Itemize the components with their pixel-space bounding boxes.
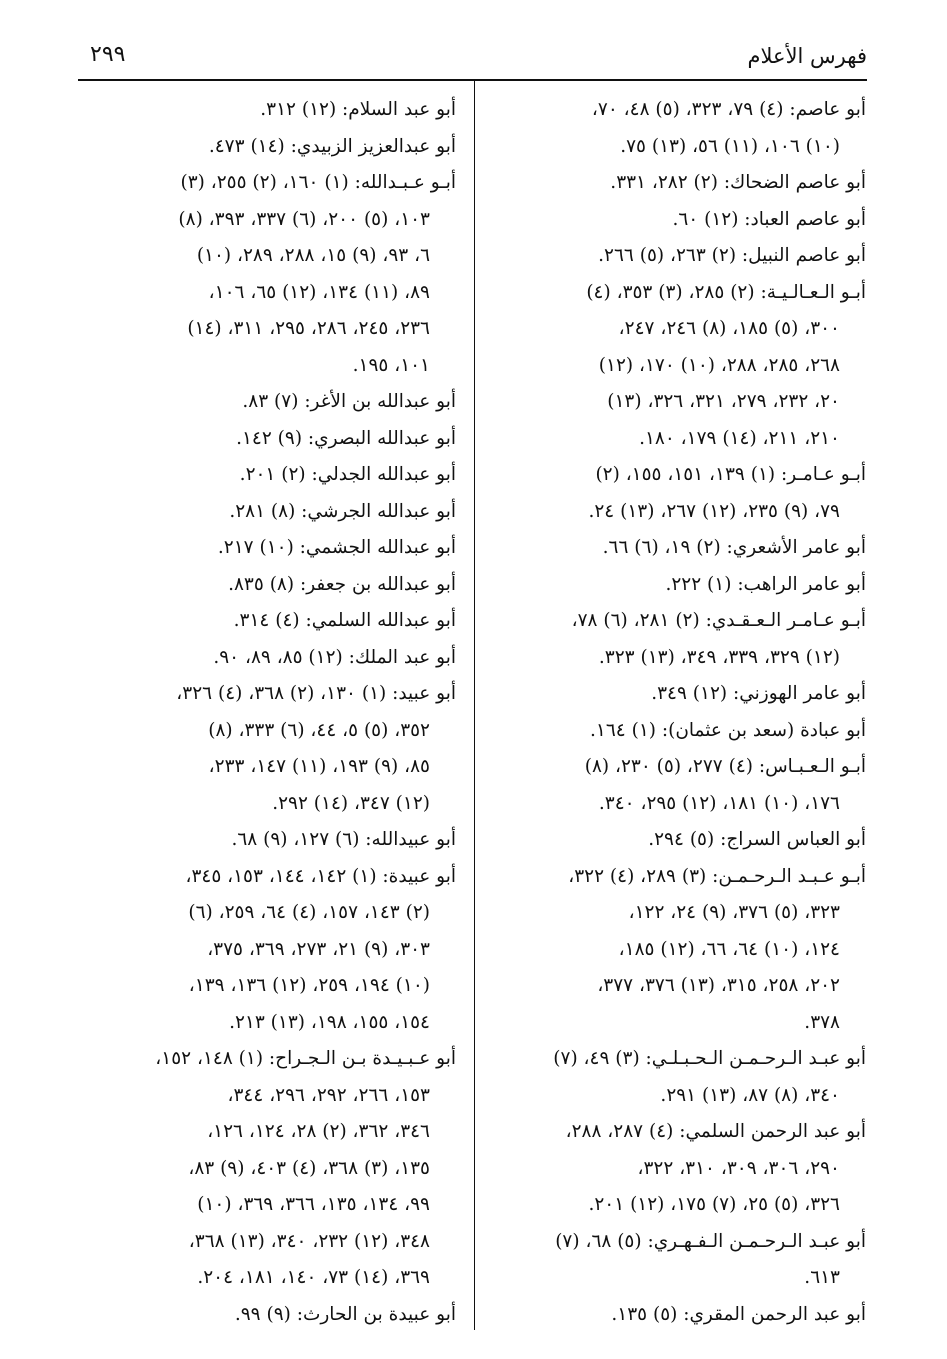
entry-continuation-line: ٦، ٩٣، (٩) ١٥، ٢٨٨، ٢٨٩، (١٠): [196, 245, 430, 266]
entry-heading-line: أبـو الـعـالـيـة: (٢) ٢٨٥، (٣) ٣٥٣، (٤): [586, 281, 866, 303]
entry-continuation-line: ١٧٦، (١٠) ١٨١، (١٢) ٢٩٥، ٣٤٠.: [598, 792, 840, 814]
index-entry: [82, 92, 456, 129]
entry-continuation-line: ١٣٥، (٣) ٣٦٨، (٤) ٤٠٣، (٩) ٨٣،: [188, 1157, 430, 1179]
index-entry: [486, 749, 866, 822]
entry-heading-line: أبـو عـبـد الـرحـمـن: (٣) ٢٨٩، (٤) ٣٢٢،: [568, 865, 866, 887]
entry-continuation-line: ٢٠٢، ٢٥٨، ٣١٥، (١٣) ٣٧٦، ٣٧٧،: [597, 975, 840, 996]
entry-heading-line: أبو عبدالله الجرشي: (٨) ٢٨١.: [229, 500, 456, 522]
index-entry: [486, 275, 866, 458]
entry-heading-line: أبو عبدالله البصري: (٩) ١٤٢.: [236, 427, 456, 449]
entry-continuation-line: ٢٩٠، ٣٠٦، ٣٠٩، ٣١٠، ٣٢٢،: [637, 1157, 840, 1179]
entry-continuation-line: ٧٩، (٩) ٢٣٥، (١٢) ٢٦٧، (١٣) ٢٤.: [588, 500, 840, 522]
entry-heading-line: أبو العباس السراج: (٥) ٢٩٤.: [648, 829, 866, 850]
entry-heading-line: أبو عبيدة: (١) ١٤٢، ١٤٤، ١٥٣، ٣٤٥،: [185, 865, 456, 887]
entry-heading-line: أبو عبـد الـرحـمـن الـحـبـلـي: (٣) ٤٩، (٧): [553, 1048, 866, 1069]
index-entry: [82, 384, 456, 421]
index-entry: [486, 859, 866, 1042]
index-entry: [486, 1297, 866, 1334]
index-entry: [82, 421, 456, 458]
entry-heading-line: أبو عبد السلام: (١٢) ٣١٢.: [260, 99, 456, 120]
entry-heading-line: أبـو الـعـبـاس: (٤) ٢٧٧، (٥) ٢٣٠، (٨): [584, 756, 866, 777]
entry-continuation-line: (١٢) ٣٢٩، ٣٣٩، ٣٤٩، (١٣) ٣٢٣.: [598, 646, 840, 668]
entry-heading-line: أبو عبيد: (١) ١٣٠، (٢) ٣٦٨، (٤) ٣٢٦،: [176, 683, 456, 704]
right-column: [486, 92, 866, 1333]
index-entry: [82, 567, 456, 604]
index-entry: [486, 238, 866, 275]
entry-heading-line: أبو عبدالله بن جعفر: (٨) ٨٣٥.: [228, 573, 456, 595]
entry-heading-line: أبو عاصم الضحاك: (٢) ٢٨٢، ٣٣١.: [610, 172, 866, 193]
index-entry: [82, 457, 456, 494]
entry-continuation-line: ١٥٤، ١٥٥، ١٩٨، (١٣) ٢١٣.: [229, 1011, 430, 1033]
entry-heading-line: أبو عـبـيـدة بـن الـجـراح: (١) ١٤٨، ١٥٢،: [155, 1048, 456, 1069]
running-title: فهرس الأعلام: [747, 44, 867, 68]
entry-heading-line: أبو عبيدة بن الحارث: (٩) ٩٩.: [234, 1303, 456, 1325]
index-entry: [82, 165, 456, 384]
entry-continuation-line: ٩٩، ١٣٤، ١٣٥، ٣٦٦، ٣٦٩، (١٠): [197, 1194, 430, 1215]
entry-continuation-line: ٣٦٩، (١٤) ٧٣، ١٤٠، ١٨١، ٢٠٤.: [197, 1267, 430, 1288]
entry-continuation-line: ٨٩، (١١) ١٣٤، (١٢) ٦٥، ١٠٦،: [208, 281, 430, 303]
index-entry: [82, 822, 456, 859]
index-entry: [82, 530, 456, 567]
entry-heading-line: أبو عبد الملك: (١٢) ٨٥، ٨٩، ٩٠.: [213, 646, 456, 668]
entry-heading-line: أبو عبيدالله: (٦) ١٢٧، (٩) ٦٨.: [231, 829, 456, 850]
entry-continuation-line: ٦١٣.: [804, 1267, 840, 1288]
header-rule: [78, 79, 867, 81]
index-entry: [82, 676, 456, 822]
entry-continuation-line: (١٠) ١٠٦، (١١) ٥٦، (١٣) ٧٥.: [620, 135, 840, 157]
index-entry: [486, 202, 866, 239]
index-entry: [486, 457, 866, 530]
entry-heading-line: أبـو عـامـر: (١) ١٣٩، ١٥١، ١٥٥، (٢): [595, 464, 866, 485]
entry-heading-line: أبو عاصم: (٤) ٧٩، ٣٢٣، (٥) ٤٨، ٧٠،: [591, 99, 866, 120]
index-entry: [82, 494, 456, 531]
entry-continuation-line: (١٢) ٣٤٧، (١٤) ٢٩٢.: [272, 792, 430, 814]
entry-heading-line: أبو عبد الرحمن السلمي: (٤) ٢٨٧، ٢٨٨،: [565, 1121, 866, 1142]
index-entry: [486, 1114, 866, 1224]
index-entry: [486, 1041, 866, 1114]
index-entry: [486, 92, 866, 165]
index-entry: [82, 129, 456, 166]
entry-continuation-line: ٢٣٦، ٢٤٥، ٢٨٦، ٢٩٥، ٣١١، (١٤): [187, 318, 430, 339]
entry-continuation-line: ١٠٣، (٥) ٢٠٠، (٦) ٣٣٧، ٣٩٣، (٨): [178, 208, 430, 230]
index-entry: [82, 640, 456, 677]
page-header: [90, 38, 867, 78]
entry-heading-line: أبو عبـد الـرحـمـن الـفـهـري: (٥) ٦٨، (٧): [555, 1230, 866, 1252]
entry-continuation-line: ٣٤٠، (٨) ٨٧، (١٣) ٢٩١.: [660, 1084, 840, 1106]
entry-continuation-line: ٣٢٣، (٥) ٣٧٦، (٩) ٢٤، ١٢٢،: [628, 902, 840, 923]
entry-continuation-line: ١٠١، ١٩٥.: [352, 354, 430, 376]
entry-heading-line: أبو عامر الأشعري: (٢) ١٩، (٦) ٦٦.: [602, 537, 866, 558]
index-entry: [486, 822, 866, 859]
index-entry: [486, 567, 866, 604]
entry-heading-line: أبو عبدالله الجدلي: (٢) ٢٠١.: [239, 464, 456, 485]
page-number: ٢٩٩: [90, 42, 126, 67]
index-entry: [82, 1041, 456, 1297]
entry-heading-line: أبو عامر الراهب: (١) ٢٢٢.: [665, 573, 866, 595]
entry-continuation-line: ٢١٠، ٢١١، (١٤) ١٧٩، ١٨٠.: [639, 427, 840, 449]
left-column: [82, 92, 456, 1333]
entry-heading-line: أبو عبدالله بن الأغر: (٧) ٨٣.: [242, 391, 456, 412]
index-entry: [486, 713, 866, 750]
entry-heading-line: أبو عبدالعزيز الزبيدي: (١٤) ٤٧٣.: [208, 135, 456, 157]
entry-continuation-line: ٣٤٨، (١٢) ٢٣٢، ٣٤٠، (١٣) ٣٦٨،: [188, 1230, 430, 1252]
entry-continuation-line: ٣٧٨.: [804, 1011, 840, 1033]
index-entry: [486, 1224, 866, 1297]
index-entry: [486, 530, 866, 567]
entry-heading-line: أبو عبدالله السلمي: (٤) ٣١٤.: [233, 610, 456, 631]
entry-heading-line: أبـو عـبـدالله: (١) ١٦٠، (٢) ٢٥٥، (٣): [180, 172, 456, 193]
entry-continuation-line: ١٥٣، ٢٦٦، ٢٩٢، ٢٩٦، ٣٤٤،: [227, 1084, 430, 1106]
entry-heading-line: أبو عاصم النبيل: (٢) ٢٦٣، (٥) ٢٦٦.: [598, 245, 866, 266]
column-divider: [474, 80, 475, 1330]
index-entry: [486, 165, 866, 202]
entry-continuation-line: ٣٠٠، (٥) ١٨٥، (٨) ٢٤٦، ٢٤٧،: [618, 318, 840, 339]
index-entry: [82, 859, 456, 1042]
entry-continuation-line: ٣٤٦، ٣٦٢، (٢) ٢٨، ١٢٤، ١٢٦،: [207, 1121, 430, 1142]
index-entry: [486, 676, 866, 713]
entry-heading-line: أبو عبادة (سعد بن عثمان): (١) ١٦٤.: [590, 719, 866, 741]
index-entry: [82, 603, 456, 640]
entry-continuation-line: ٢٠، ٢٣٢، ٢٧٩، ٣٢١، ٣٢٦، (١٣): [607, 391, 840, 412]
entry-continuation-line: ٣٥٢، (٥) ٥، ٤٤، (٦) ٣٣٣، (٨): [208, 719, 430, 741]
entry-heading-line: أبو عبد الرحمن المقري: (٥) ١٣٥.: [611, 1303, 866, 1325]
entry-heading-line: أبـو عـامـر الـعـقـدي: (٢) ٢٨١، (٦) ٧٨،: [571, 610, 866, 631]
entry-continuation-line: ١٢٤، (١٠) ٦٤، ٦٦، (١٢) ١٨٥،: [618, 938, 840, 960]
entry-heading-line: أبو عاصم العباد: (١٢) ٦٠.: [672, 208, 866, 230]
entry-continuation-line: (١٠) ١٩٤، ٢٥٩، (١٢) ١٣٦، ١٣٩،: [188, 975, 430, 996]
entry-continuation-line: ٣٢٦، (٥) ٢٥، (٧) ١٧٥، (١٢) ٢٠١.: [588, 1194, 840, 1215]
entry-heading-line: أبو عبدالله الجشمي: (١٠) ٢١٧.: [217, 537, 456, 558]
index-entry: [486, 603, 866, 676]
entry-continuation-line: ٣٠٣، (٩) ٢١، ٢٧٣، ٣٦٩، ٣٧٥،: [207, 938, 430, 960]
entry-continuation-line: ٨٥، (٩) ١٩٣، (١١) ١٤٧، ٢٣٣،: [208, 756, 430, 777]
entry-heading-line: أبو عامر الهوزني: (١٢) ٣٤٩.: [651, 683, 866, 704]
index-entry: [82, 1297, 456, 1334]
entry-continuation-line: (٢) ١٤٣، ١٥٧، (٤) ٦٤، ٢٥٩، (٦): [188, 902, 430, 923]
entry-continuation-line: ٢٦٨، ٢٨٥، ٢٨٨، (١٠) ١٧٠، (١٢): [598, 354, 840, 376]
